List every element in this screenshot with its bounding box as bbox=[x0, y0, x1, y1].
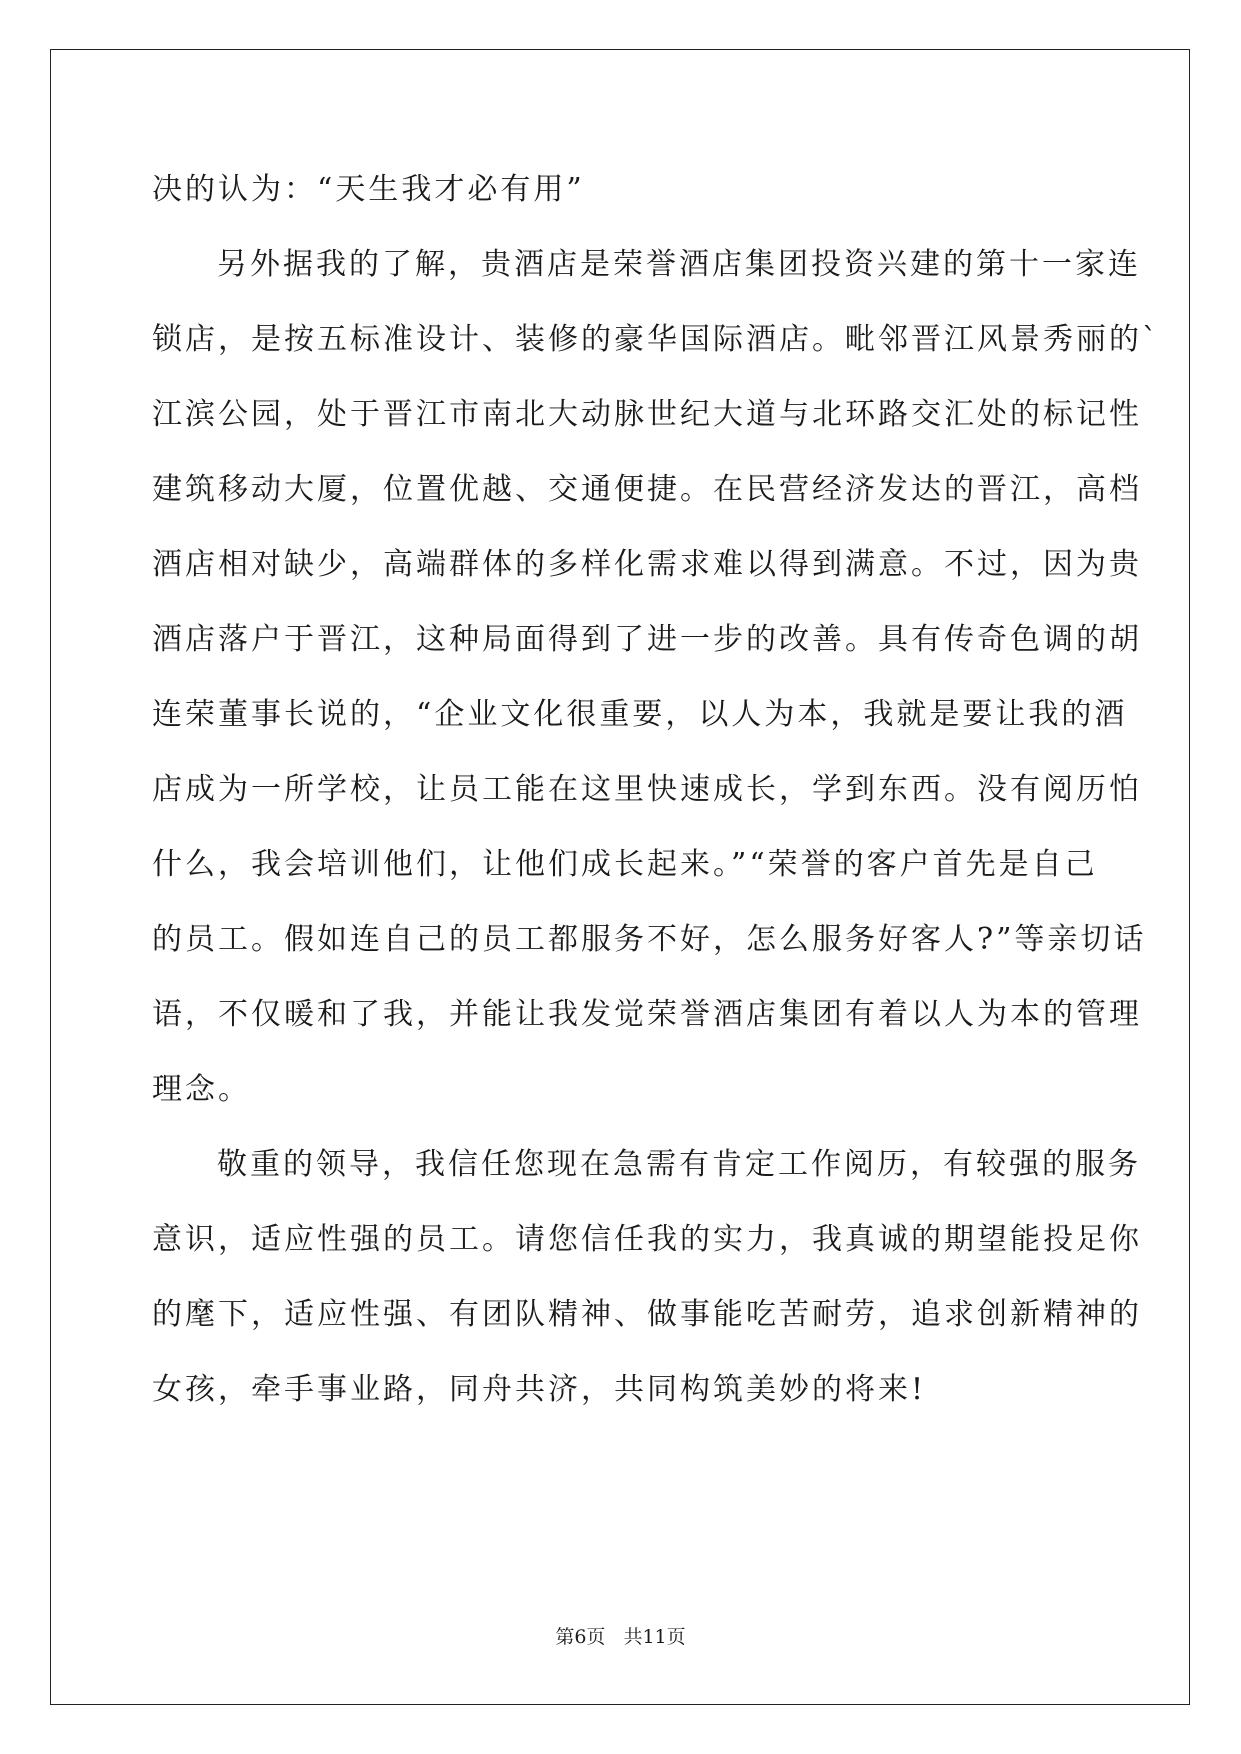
text-line: 决的认为：“天生我才必有用” bbox=[152, 172, 585, 207]
text-line: 敬重的领导，我信任您现在急需有肯定工作阅历，有较强的服务 bbox=[217, 1147, 1141, 1182]
text-line: 店成为一所学校，让员工能在这里快速成长，学到东西。没有阅历怕 bbox=[152, 772, 1142, 807]
text-line: 语，不仅暖和了我，并能让我发觉荣誉酒店集团有着以人为本的管理 bbox=[152, 997, 1142, 1032]
page-total: 共11页 bbox=[623, 1626, 686, 1648]
text-line: 的员工。假如连自己的员工都服务不好，怎么服务好客人?”等亲切话 bbox=[152, 922, 1147, 957]
text-line: 什么，我会培训他们，让他们成长起来。”“荣誉的客户首先是自己 bbox=[152, 847, 1098, 882]
paragraph-1 bbox=[152, 152, 1092, 227]
text-line: 意识，适应性强的员工。请您信任我的实力，我真诚的期望能投足你 bbox=[152, 1222, 1142, 1257]
text-line: 建筑移动大厦，位置优越、交通便捷。在民营经济发达的晋江，高档 bbox=[152, 472, 1142, 507]
text-line: 酒店落户于晋江，这种局面得到了进一步的改善。具有传奇色调的胡 bbox=[152, 622, 1142, 657]
text-line: 连荣董事长说的，“企业文化很重要，以人为本，我就是要让我的酒 bbox=[152, 697, 1128, 732]
text-line: 的麾下，适应性强、有团队精神、做事能吃苦耐劳，追求创新精神的 bbox=[152, 1297, 1142, 1332]
text-line: 江滨公园，处于晋江市南北大动脉世纪大道与北环路交汇处的标记性 bbox=[152, 397, 1142, 432]
text-line: 另外据我的了解，贵酒店是荣誉酒店集团投资兴建的第十一家连 bbox=[217, 247, 1141, 282]
page-footer bbox=[0, 1622, 1241, 1649]
paragraph-2 bbox=[152, 227, 1160, 1127]
text-line: 酒店相对缺少，高端群体的多样化需求难以得到满意。不过，因为贵 bbox=[152, 547, 1142, 582]
page-number: 第6页 bbox=[555, 1626, 606, 1648]
document-body bbox=[152, 152, 1160, 1427]
text-line: 锁店，是按五标准设计、装修的豪华国际酒店。毗邻晋江风景秀丽的` bbox=[152, 322, 1160, 357]
text-line: 理念。 bbox=[152, 1072, 251, 1107]
text-line: 女孩，牵手事业路，同舟共济，共同构筑美妙的将来! bbox=[152, 1372, 927, 1407]
paragraph-3 bbox=[152, 1127, 1142, 1427]
